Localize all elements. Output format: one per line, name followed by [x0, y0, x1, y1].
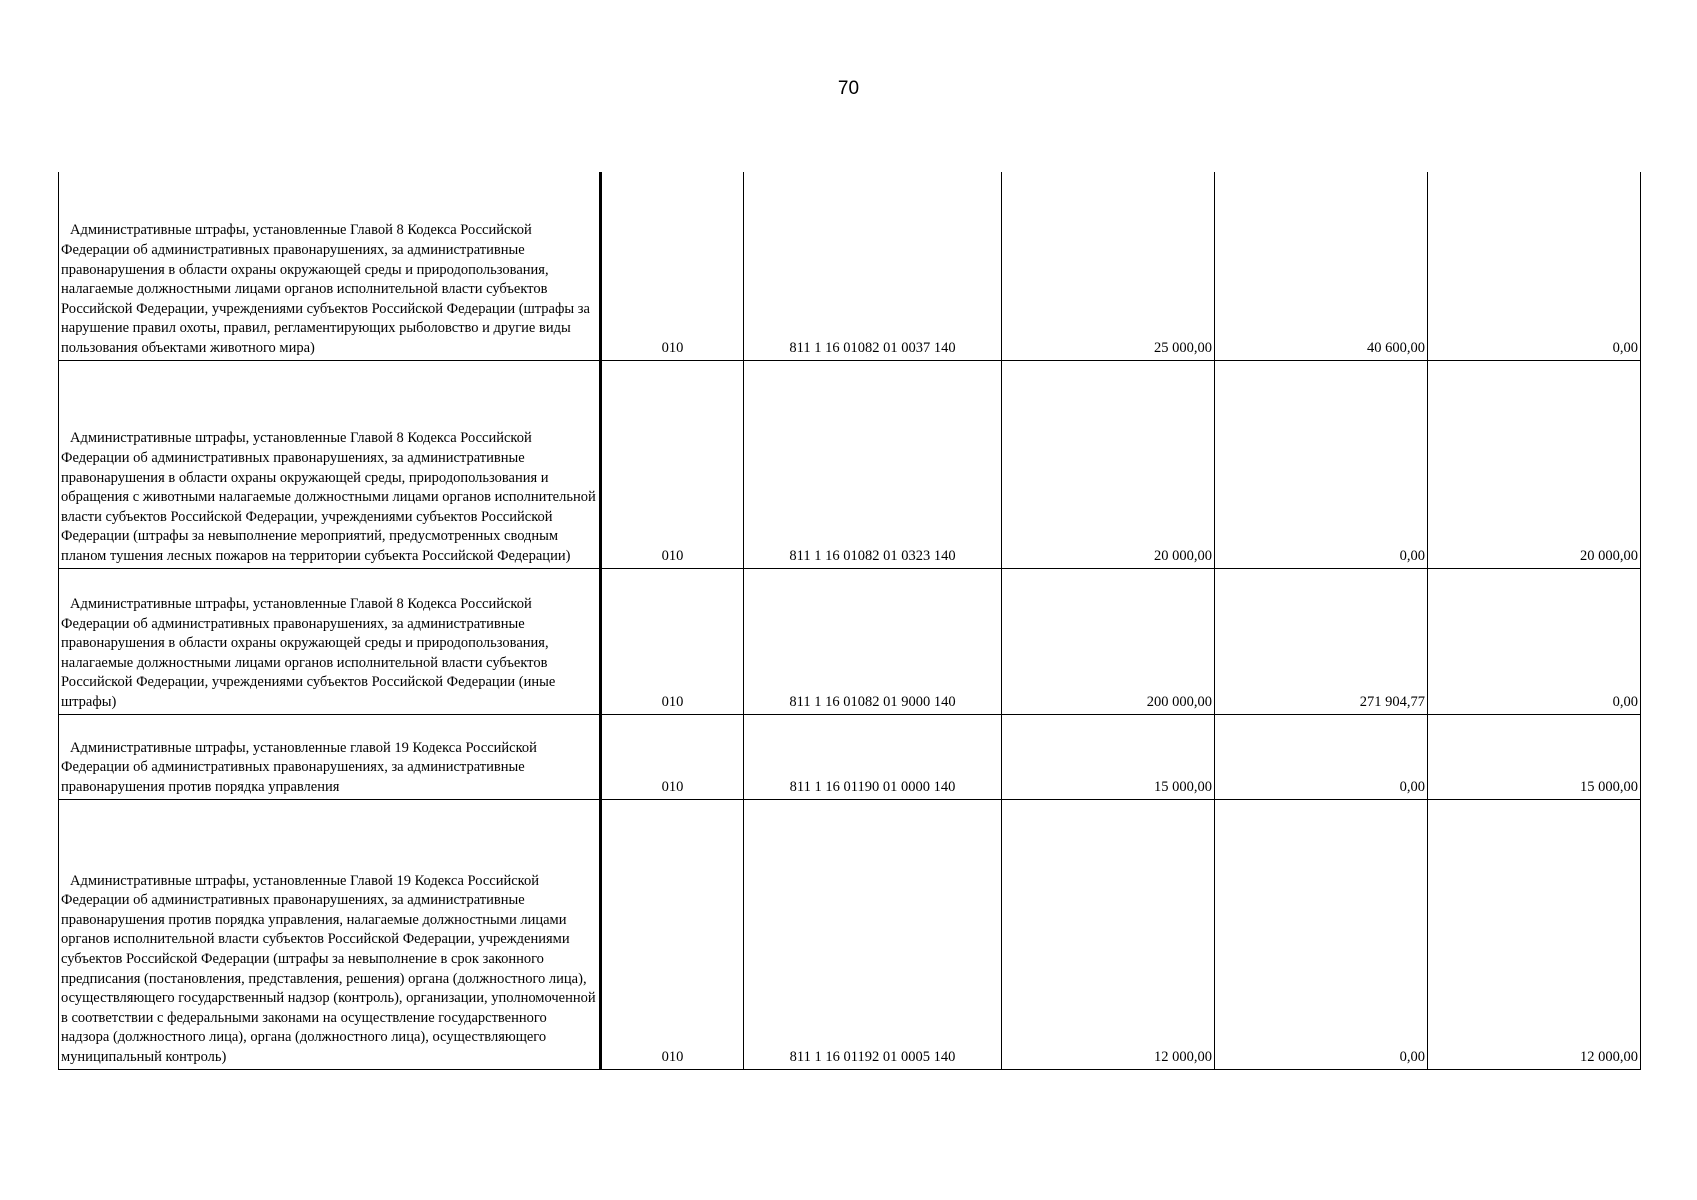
approved-amount-cell: 12 000,00 — [1002, 799, 1215, 1069]
line-code-cell: 010 — [601, 799, 744, 1069]
approved-amount-cell: 20 000,00 — [1002, 360, 1215, 568]
table-row — [59, 714, 1641, 799]
line-code-cell: 010 — [601, 172, 744, 360]
executed-amount-cell: 0,00 — [1215, 714, 1428, 799]
revenue-name-cell: Административные штрафы, установленные Главой 19 Кодекса Российской Федерации об административных правонарушениях, за административные правонарушения против порядка управления, налагаемые должностными лицами органов исполнительной власти субъектов Российской Федерации, учреждениями субъектов Российской Федерации (штрафы за невыполнение в срок законного предписания (постановления, представления, решения) органа (должностного лица), осуществляющего государственный надзор (контроль), организации, уполномоченной в соответствии с федеральными законами на осуществление государственного надзора (должностного лица), органа (должностного лица), осуществляющего муниципальный контроль) — [59, 799, 601, 1069]
executed-amount-cell: 0,00 — [1215, 360, 1428, 568]
approved-amount-cell: 200 000,00 — [1002, 568, 1215, 714]
unexecuted-amount-cell: 20 000,00 — [1428, 360, 1641, 568]
unexecuted-amount-cell: 15 000,00 — [1428, 714, 1641, 799]
revenue-name-cell: Административные штрафы, установленные Главой 8 Кодекса Российской Федерации об административных правонарушениях, за административные правонарушения в области охраны окружающей среды и природопользования, налагаемые должностными лицами органов исполнительной власти субъектов Российской Федерации, учреждениями субъектов Российской Федерации (штрафы за нарушение правил охоты, правил, регламентирующих рыболовство и другие виды пользования объектами животного мира) — [59, 172, 601, 360]
revenue-name-cell: Административные штрафы, установленные Главой 8 Кодекса Российской Федерации об административных правонарушениях, за административные правонарушения в области охраны окружающей среды и природопользования, налагаемые должностными лицами органов исполнительной власти субъектов Российской Федерации, учреждениями субъектов Российской Федерации (иные штрафы) — [59, 568, 601, 714]
executed-amount-cell: 0,00 — [1215, 799, 1428, 1069]
classification-code-cell: 811 1 16 01192 01 0005 140 — [744, 799, 1002, 1069]
classification-code-cell: 811 1 16 01190 01 0000 140 — [744, 714, 1002, 799]
revenue-table — [58, 172, 1641, 1070]
table-row — [59, 360, 1641, 568]
approved-amount-cell: 15 000,00 — [1002, 714, 1215, 799]
unexecuted-amount-cell: 0,00 — [1428, 568, 1641, 714]
line-code-cell: 010 — [601, 714, 744, 799]
unexecuted-amount-cell: 12 000,00 — [1428, 799, 1641, 1069]
line-code-cell: 010 — [601, 568, 744, 714]
page-number: 70 — [837, 78, 860, 99]
line-code-cell: 010 — [601, 360, 744, 568]
executed-amount-cell: 271 904,77 — [1215, 568, 1428, 714]
classification-code-cell: 811 1 16 01082 01 9000 140 — [744, 568, 1002, 714]
revenue-name-cell: Административные штрафы, установленные главой 19 Кодекса Российской Федерации об административных правонарушениях, за административные правонарушения против порядка управления — [59, 714, 601, 799]
table-row — [59, 172, 1641, 360]
approved-amount-cell: 25 000,00 — [1002, 172, 1215, 360]
classification-code-cell: 811 1 16 01082 01 0037 140 — [744, 172, 1002, 360]
table-row — [59, 568, 1641, 714]
executed-amount-cell: 40 600,00 — [1215, 172, 1428, 360]
table-row — [59, 799, 1641, 1069]
unexecuted-amount-cell: 0,00 — [1428, 172, 1641, 360]
revenue-name-cell: Административные штрафы, установленные Главой 8 Кодекса Российской Федерации об административных правонарушениях, за административные правонарушения в области охраны окружающей среды, природопользования и обращения с животными налагаемые должностными лицами органов исполнительной власти субъектов Российской Федерации, учреждениями субъектов Российской Федерации (штрафы за невыполнение мероприятий, предусмотренных сводным планом тушения лесных пожаров на территории субъекта Российской Федерации) — [59, 360, 601, 568]
classification-code-cell: 811 1 16 01082 01 0323 140 — [744, 360, 1002, 568]
